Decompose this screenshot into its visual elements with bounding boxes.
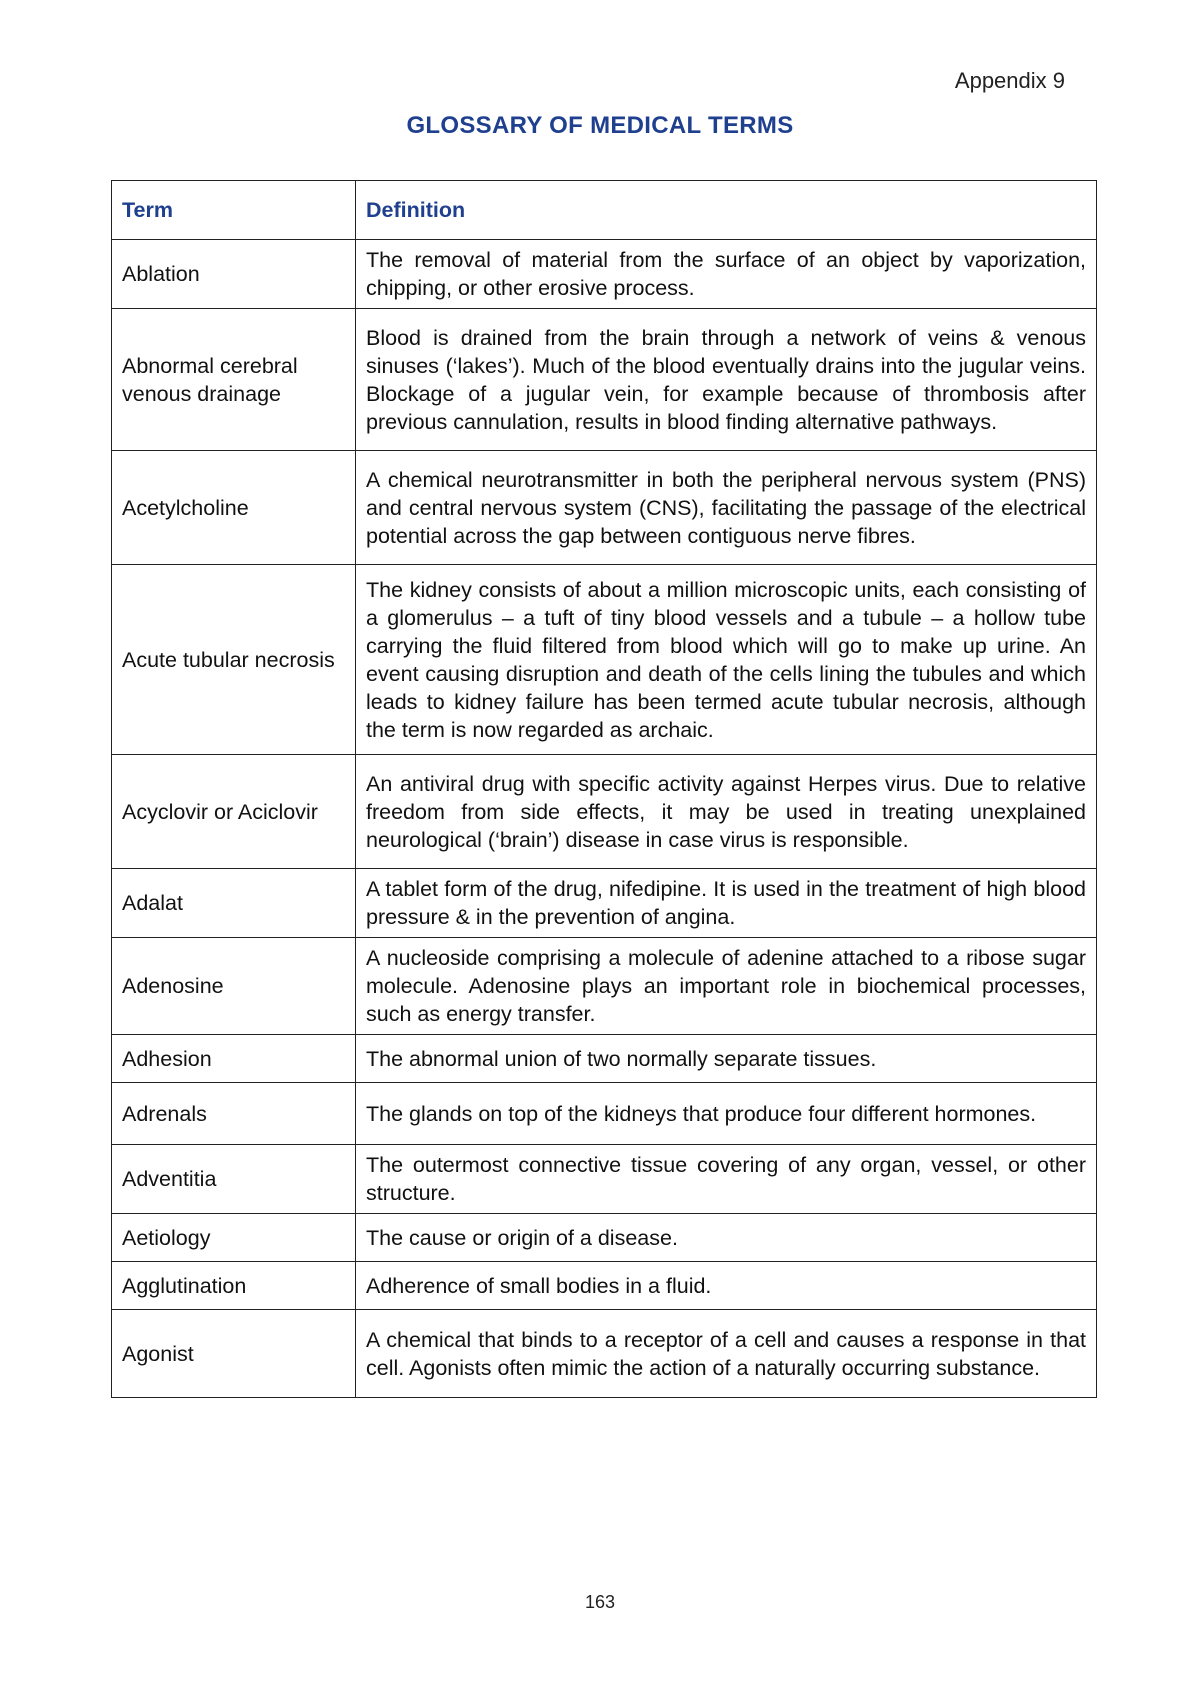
definition-cell: Blood is drained from the brain through a network of veins & venous sinuses (‘lakes’). Much of the blood eventually drains into the jugular veins. Blockage of a jugular vein, for example because of thrombosis after previous cannulation, results in blood finding alternative pathways. — [356, 309, 1097, 451]
term-cell: Ablation — [112, 240, 356, 309]
table-row — [112, 309, 1097, 451]
table-row — [112, 1262, 1097, 1310]
definition-cell: A chemical neurotransmitter in both the peripheral nervous system (PNS) and central nervous system (CNS), facilitating the passage of the electrical potential across the gap between contiguous nerve fibres. — [356, 451, 1097, 565]
term-cell: Acyclovir or Aciclovir — [112, 755, 356, 869]
definition-cell: A chemical that binds to a receptor of a cell and causes a response in that cell. Agonists often mimic the action of a naturally occurring substance. — [356, 1310, 1097, 1398]
definition-cell: Adherence of small bodies in a fluid. — [356, 1262, 1097, 1310]
table-row — [112, 565, 1097, 755]
definition-cell: The outermost connective tissue covering of any organ, vessel, or other structure. — [356, 1145, 1097, 1214]
table-row — [112, 240, 1097, 309]
definition-cell: A tablet form of the drug, nifedipine. It is used in the treatment of high blood pressure & in the prevention of angina. — [356, 869, 1097, 938]
term-cell: Adventitia — [112, 1145, 356, 1214]
table-header-row — [112, 181, 1097, 240]
column-header-definition: Definition — [356, 181, 1097, 240]
glossary-table — [111, 180, 1097, 1398]
term-cell: Acetylcholine — [112, 451, 356, 565]
table-row — [112, 1035, 1097, 1083]
definition-cell: The kidney consists of about a million microscopic units, each consisting of a glomerulus – a tuft of tiny blood vessels and a tubule – a hollow tube carrying the fluid filtered from blood which will go to make up urine. An event causing disruption and death of the cells lining the tubules and which leads to kidney failure has been termed acute tubular necrosis, although the term is now regarded as archaic. — [356, 565, 1097, 755]
term-cell: Adrenals — [112, 1083, 356, 1145]
definition-cell: The abnormal union of two normally separate tissues. — [356, 1035, 1097, 1083]
term-cell: Adalat — [112, 869, 356, 938]
definition-cell: The glands on top of the kidneys that produce four different hormones. — [356, 1083, 1097, 1145]
table-row — [112, 938, 1097, 1035]
table-row — [112, 1214, 1097, 1262]
definition-cell: The removal of material from the surface of an object by vaporization, chipping, or other erosive process. — [356, 240, 1097, 309]
page-title: GLOSSARY OF MEDICAL TERMS — [406, 112, 794, 139]
table-row — [112, 755, 1097, 869]
page-number: 163 — [584, 1592, 616, 1612]
column-header-term: Term — [112, 181, 356, 240]
term-cell: Adhesion — [112, 1035, 356, 1083]
table-row — [112, 1145, 1097, 1214]
appendix-label: Appendix 9 — [954, 68, 1065, 93]
definition-cell: The cause or origin of a disease. — [356, 1214, 1097, 1262]
term-cell: Acute tubular necrosis — [112, 565, 356, 755]
table-row — [112, 1083, 1097, 1145]
term-cell: Abnormal cerebral venous drainage — [112, 309, 356, 451]
term-cell: Agglutination — [112, 1262, 356, 1310]
definition-cell: A nucleoside comprising a molecule of adenine attached to a ribose sugar molecule. Adenosine plays an important role in biochemical processes, such as energy transfer. — [356, 938, 1097, 1035]
table-row — [112, 451, 1097, 565]
term-cell: Aetiology — [112, 1214, 356, 1262]
term-cell: Adenosine — [112, 938, 356, 1035]
definition-cell: An antiviral drug with specific activity against Herpes virus. Due to relative freedom from side effects, it may be used in treating unexplained neurological (‘brain’) disease in case virus is responsible. — [356, 755, 1097, 869]
table-row — [112, 869, 1097, 938]
table-row — [112, 1310, 1097, 1398]
term-cell: Agonist — [112, 1310, 356, 1398]
